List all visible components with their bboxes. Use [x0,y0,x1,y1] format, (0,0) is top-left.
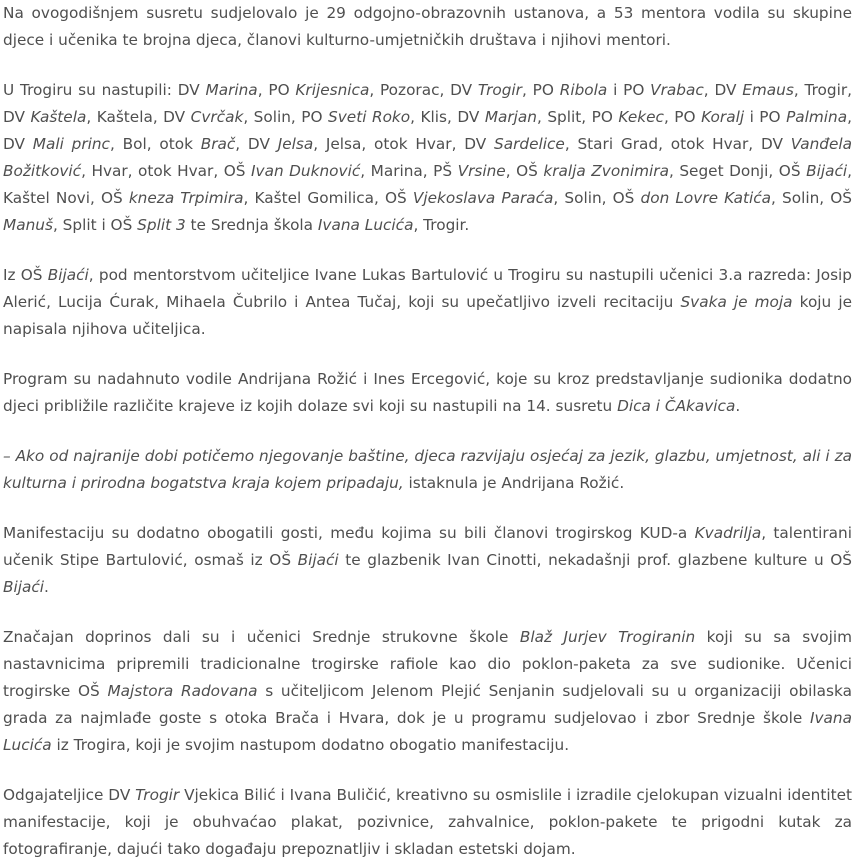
italic-text: Kaštela [30,108,87,126]
italic-text: Mali princ [32,135,110,153]
article-paragraph [3,520,852,601]
paragraph-text: , Hvar, otok Hvar, OŠ [81,162,251,180]
article-paragraph [3,624,852,759]
italic-text: Marina [205,81,258,99]
paragraph-text: . [44,578,49,596]
italic-text: Ivan Duknović [251,162,361,180]
paragraph-text: , OŠ [505,162,544,180]
paragraph-text: , Jelsa, otok Hvar, DV [313,135,494,153]
paragraph-text: , Solin, OŠ [553,189,641,207]
paragraph-text: , talentirani učenik Stipe Bartulović, osmaš iz OŠ [3,524,852,569]
italic-text: Vrsine [457,162,506,180]
italic-text: Kekec [618,108,664,126]
paragraph-text: te glazbenik Ivan Cinotti, nekadašnji prof. glazbene kulture u OŠ [338,551,852,569]
italic-text: Ivana Lucića [3,709,852,754]
italic-text: kneza Trpimira [128,189,244,207]
paragraph-text: , Trogir. [413,216,470,234]
paragraph-text: , DV [3,108,853,153]
paragraph-text: , Marina, PŠ [360,162,458,180]
paragraph-text: U Trogiru su nastupili: DV [3,81,206,99]
paragraph-text: koji su sa svojim nastavnicima pripremili tradicionalne trogirske rafiole kao dio poklon-paketa za sve sudionike. Učenici trogirske OŠ [3,628,852,700]
article-paragraph [3,262,852,343]
italic-text: – Ako od najranije dobi potičemo njegovanje baštine, djeca razvijaju osjećaj za jezik, glazbu, umjetnost, ali i za kulturna i prirodna bogatstva kraja kojem pripadaju, [3,447,852,492]
italic-text: Bijaći [3,578,45,596]
paragraph-text: , Split i OŠ [52,216,138,234]
paragraph-text: , Solin, OŠ [771,189,853,207]
paragraph-text: . [735,397,741,415]
paragraph-text: , PO [521,81,560,99]
italic-text: Ribola [559,81,608,99]
paragraph-text: , DV [235,135,278,153]
paragraph-text: , Pozorac, DV [369,81,478,99]
paragraph-text: , Kaštel Novi, OŠ [3,162,852,207]
paragraph-text: , Bol, otok [109,135,201,153]
italic-text: Vrabac [650,81,704,99]
paragraph-text: , Stari Grad, otok Hvar, DV [564,135,791,153]
paragraph-text: iz Trogira, koji je svojim nastupom dodatno obogatio manifestaciju. [51,736,570,754]
paragraph-text: , Solin, PO [243,108,329,126]
paragraph-text: Odgajateljice DV [3,786,136,804]
italic-text: Kvadrilja [694,524,762,542]
paragraph-text: te Srednja škola [185,216,318,234]
paragraph-text: Program su nadahnuto vodile Andrijana Rožić i Ines Ercegović, koje su kroz predstavljanje sudionika dodatno djeci približile različite krajeve iz kojih dolaze svi koji su nastupili na 14. susretu [3,370,852,415]
italic-text: Trogir [477,81,522,99]
paragraph-text: , Seget Donji, OŠ [668,162,807,180]
paragraph-text: , Kaštel Gomilica, OŠ [243,189,413,207]
italic-text: Sardelice [494,135,565,153]
article-paragraph [3,782,852,863]
paragraph-text: , PO [663,108,702,126]
paragraph-text: s učiteljicom Jelenom Plejić Senjanin sudjelovali su u organizaciji obilaska grada za najmlađe goste s otoka Brača i Hvara, dok je u programu sudjelovao i zbor Srednje škole [3,682,852,727]
paragraph-text: i PO [744,108,787,126]
italic-text: Palmina [786,108,848,126]
italic-text: Blaž Jurjev Trogiranin [519,628,696,646]
article-paragraph [3,0,852,54]
italic-text: Manuš [3,216,53,234]
paragraph-text: , PO [257,81,296,99]
paragraph-text: koju je napisala njihova učiteljica. [3,293,852,338]
paragraph-text: , Kaštela, DV [86,108,191,126]
article-paragraph [3,443,852,497]
italic-text: Jelsa [277,135,314,153]
italic-text: kralja Zvonimira [543,162,669,180]
article-paragraph [3,77,852,239]
italic-text: Brač [200,135,236,153]
italic-text: Sveti Roko [328,108,411,126]
paragraph-text: Manifestaciju su dodatno obogatili gosti, među kojima su bili članovi trogirskog KUD-a [3,524,695,542]
italic-text: Vanđela Božitković [3,135,853,180]
paragraph-text: Značajan doprinos dali su i učenici Srednje strukovne škole [3,628,520,646]
paragraph-text: , Klis, DV [410,108,485,126]
paragraph-text: , Split, PO [537,108,619,126]
italic-text: Ivana Lucića [317,216,414,234]
italic-text: Bijaći [47,266,89,284]
italic-text: Svaka je moja [680,293,793,311]
italic-text: Marjan [484,108,537,126]
italic-text: Bijaći [297,551,339,569]
italic-text: Majstora Radovana [107,682,258,700]
paragraph-text: Na ovogodišnjem susretu sudjelovalo je 29 odgojno-obrazovnih ustanova, a 53 mentora vodila su skupine djece i učenika te brojna djeca, članovi kulturno-umjetničkih društava i njihovi mentori. [3,4,852,49]
italic-text: Emaus [742,81,794,99]
italic-text: Bijaći [806,162,848,180]
paragraph-text: , pod mentorstvom učiteljice Ivane Lukas Bartulović u Trogiru su nastupili učenici 3.a razreda: Josip Alerić, Lucija Ćurak, Mihaela Čubrilo i Antea Tučaj, koji su upečatljivo izveli recitaciju [3,266,852,311]
article-paragraph [3,366,852,420]
paragraph-text: istaknula je Andrijana Rožić. [403,474,625,492]
paragraph-text: i PO [607,81,651,99]
italic-text: Koralj [701,108,745,126]
paragraph-text: Vjekica Bilić i Ivana Buličić, kreativno su osmislile i izradile cjelokupan vizualni identitet manifestacije, koji je obuhvaćao plakat, pozivnice, zahvalnice, poklon-pakete te prigodni kutak za fotografiranje, dajući tako događaju prepoznatljiv i skladan estetski dojam. [3,786,852,858]
italic-text: Vjekoslava Paraća [412,189,554,207]
italic-text: don Lovre Katića [640,189,772,207]
italic-text: Split 3 [137,216,186,234]
italic-text: Krijesnica [295,81,370,99]
paragraph-text: Iz OŠ [3,266,48,284]
italic-text: Trogir [135,786,180,804]
italic-text: Dica i ČAkavica [617,397,736,415]
italic-text: Cvrčak [190,108,244,126]
paragraph-text: , Trogir, DV [3,81,853,126]
paragraph-text: , DV [703,81,743,99]
